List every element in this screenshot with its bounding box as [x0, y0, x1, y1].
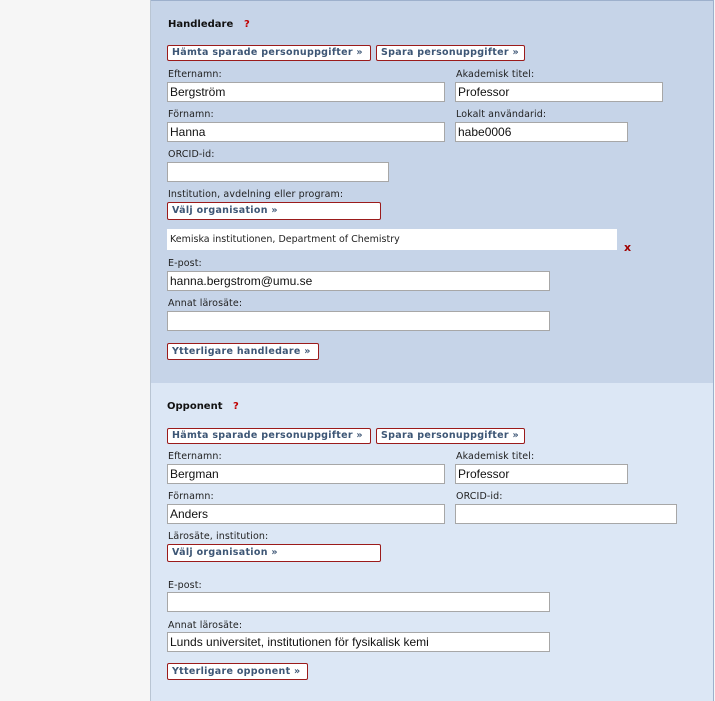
- opponent-firstname-input[interactable]: Anders: [167, 504, 445, 524]
- supervisor-academic-title-input[interactable]: Professor: [455, 82, 663, 102]
- supervisor-fetch-saved-button[interactable]: Hämta sparade personuppgifter »: [167, 45, 371, 61]
- supervisor-institution-label: Institution, avdelning eller program:: [168, 189, 344, 200]
- left-gutter: [0, 0, 151, 701]
- supervisor-other-university-input[interactable]: [167, 311, 550, 331]
- supervisor-orcid-label: ORCID-id:: [168, 149, 215, 160]
- opponent-academic-title-label: Akademisk titel:: [456, 451, 535, 462]
- supervisor-help-icon[interactable]: ?: [244, 19, 250, 30]
- opponent-other-university-label: Annat lärosäte:: [168, 620, 243, 631]
- supervisor-firstname-label: Förnamn:: [168, 109, 214, 120]
- supervisor-email-input[interactable]: hanna.bergstrom@umu.se: [167, 271, 550, 291]
- supervisor-academic-title-label: Akademisk titel:: [456, 69, 535, 80]
- add-supervisor-button[interactable]: Ytterligare handledare »: [167, 343, 319, 360]
- supervisor-other-university-label: Annat lärosäte:: [168, 298, 243, 309]
- opponent-section: [151, 383, 714, 701]
- supervisor-lastname-label: Efternamn:: [168, 69, 222, 80]
- opponent-choose-organisation-button[interactable]: Välj organisation »: [167, 544, 381, 562]
- opponent-academic-title-input[interactable]: Professor: [455, 464, 628, 484]
- remove-organisation-icon[interactable]: x: [624, 241, 632, 254]
- supervisor-orcid-input[interactable]: [167, 162, 389, 182]
- opponent-title: Opponent: [167, 401, 223, 412]
- opponent-fetch-saved-button[interactable]: Hämta sparade personuppgifter »: [167, 428, 371, 444]
- supervisor-selected-organisation: Kemiska institutionen, Department of Chemistry: [167, 229, 617, 250]
- opponent-email-label: E-post:: [168, 580, 202, 591]
- supervisor-lastname-input[interactable]: Bergström: [167, 82, 445, 102]
- supervisor-email-label: E-post:: [168, 258, 202, 269]
- supervisor-choose-organisation-button[interactable]: Välj organisation »: [167, 202, 381, 220]
- supervisor-local-userid-label: Lokalt användarid:: [456, 109, 547, 120]
- opponent-other-university-input[interactable]: Lunds universitet, institutionen för fysikalisk kemi: [167, 632, 550, 652]
- opponent-lastname-label: Efternamn:: [168, 451, 222, 462]
- supervisor-save-person-button[interactable]: Spara personuppgifter »: [376, 45, 525, 61]
- opponent-firstname-label: Förnamn:: [168, 491, 214, 502]
- opponent-help-icon[interactable]: ?: [233, 401, 239, 412]
- supervisor-title: Handledare: [168, 19, 234, 30]
- opponent-email-input[interactable]: [167, 592, 550, 612]
- supervisor-section: [151, 0, 714, 384]
- opponent-orcid-label: ORCID-id:: [456, 491, 503, 502]
- opponent-institution-label: Lärosäte, institution:: [168, 531, 269, 542]
- supervisor-firstname-input[interactable]: Hanna: [167, 122, 445, 142]
- supervisor-local-userid-input[interactable]: habe0006: [455, 122, 628, 142]
- opponent-save-person-button[interactable]: Spara personuppgifter »: [376, 428, 525, 444]
- add-opponent-button[interactable]: Ytterligare opponent »: [167, 663, 308, 680]
- opponent-orcid-input[interactable]: [455, 504, 677, 524]
- opponent-lastname-input[interactable]: Bergman: [167, 464, 445, 484]
